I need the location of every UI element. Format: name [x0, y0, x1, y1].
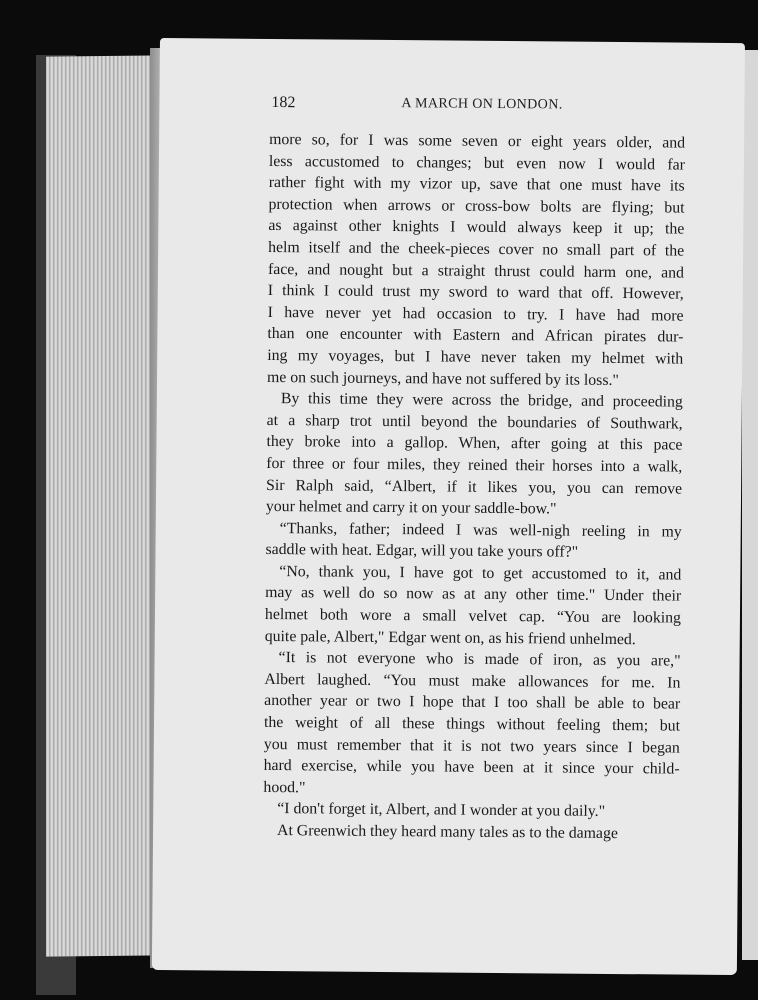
running-head: A MARCH ON LONDON.: [401, 96, 563, 113]
text-line: I think I could trust my sword to ward that off. However,: [267, 282, 684, 303]
text-line: Albert laughed. “You must make allowances for me. In: [264, 670, 681, 692]
text-line: quite pale, Albert," Edgar went on, as his friend unhelmed.: [264, 627, 636, 648]
page-number: 182: [271, 93, 296, 112]
text-line: By this time they were across the bridge, and proceeding: [280, 390, 683, 411]
text-line: saddle with heat. Edgar, will you take yours off?": [265, 541, 579, 561]
text-line: ing my voyages, but I have never taken my helmet with: [267, 346, 684, 368]
text-line: more so, for I was some seven or eight years older, and: [269, 130, 686, 152]
text-line: helmet both wore a small velvet cap. “You are looking: [264, 606, 682, 627]
text-line: they broke into a gallop. When, after going at this pace: [266, 433, 683, 454]
text-line: At Greenwich they heard many tales as to the damage: [277, 822, 618, 843]
text-line: at a sharp trot until beyond the boundaries of Southwark,: [266, 411, 683, 433]
text-line: I have never yet had occasion to try. I have had more: [267, 303, 684, 325]
next-page-edge: [742, 50, 758, 960]
page-edges: [46, 55, 162, 956]
text-line: rather fight with my vizor up, save that one must have its: [268, 174, 685, 195]
text-line: for three or four miles, they reined their horses into a walk,: [266, 454, 683, 476]
text-line: the weight of all these things without feeling them; but: [263, 713, 681, 735]
text-line: “Thanks, father; indeed I was well-nigh reeling in my: [279, 519, 682, 541]
text-line: “No, thank you, I have got to get accustomed to it, and: [279, 562, 682, 584]
text-line: may as well do so now as at any other time." Under their: [265, 584, 682, 606]
text-line: you must remember that it is not two years since I began: [263, 735, 680, 757]
text-line: protection when arrows or cross-bow bolts are flying; but: [268, 195, 685, 217]
text-line: as against other knights I would always keep it up; the: [268, 217, 685, 238]
text-line: face, and nought but a straight thrust could harm one, and: [267, 260, 685, 282]
text-line: Sir Ralph said, “Albert, if it likes you, you can remove: [266, 476, 683, 498]
text-line: than one encounter with Eastern and African pirates dur-: [267, 325, 684, 346]
text-line: another year or two I hope that I too shall be able to bear: [264, 692, 681, 714]
text-line: your helmet and carry it on your saddle-bow.": [265, 498, 557, 518]
text-line: less accustomed to changes; but even now I would far: [268, 152, 685, 174]
book-page: [152, 38, 745, 975]
text-line: “It is not everyone who is made of iron, as you are,": [278, 649, 681, 670]
text-line: “I don't forget it, Albert, and I wonder at you daily.": [277, 800, 606, 821]
text-line: me on such journeys, and have not suffered by its loss.": [266, 368, 619, 389]
text-line: helm itself and the cheek-pieces cover no small part of the: [268, 238, 685, 260]
text-line: hood.": [263, 778, 306, 797]
page-header: [271, 94, 701, 124]
body-text: [263, 129, 685, 845]
text-line: hard exercise, while you have been at it since your child-: [263, 757, 680, 778]
